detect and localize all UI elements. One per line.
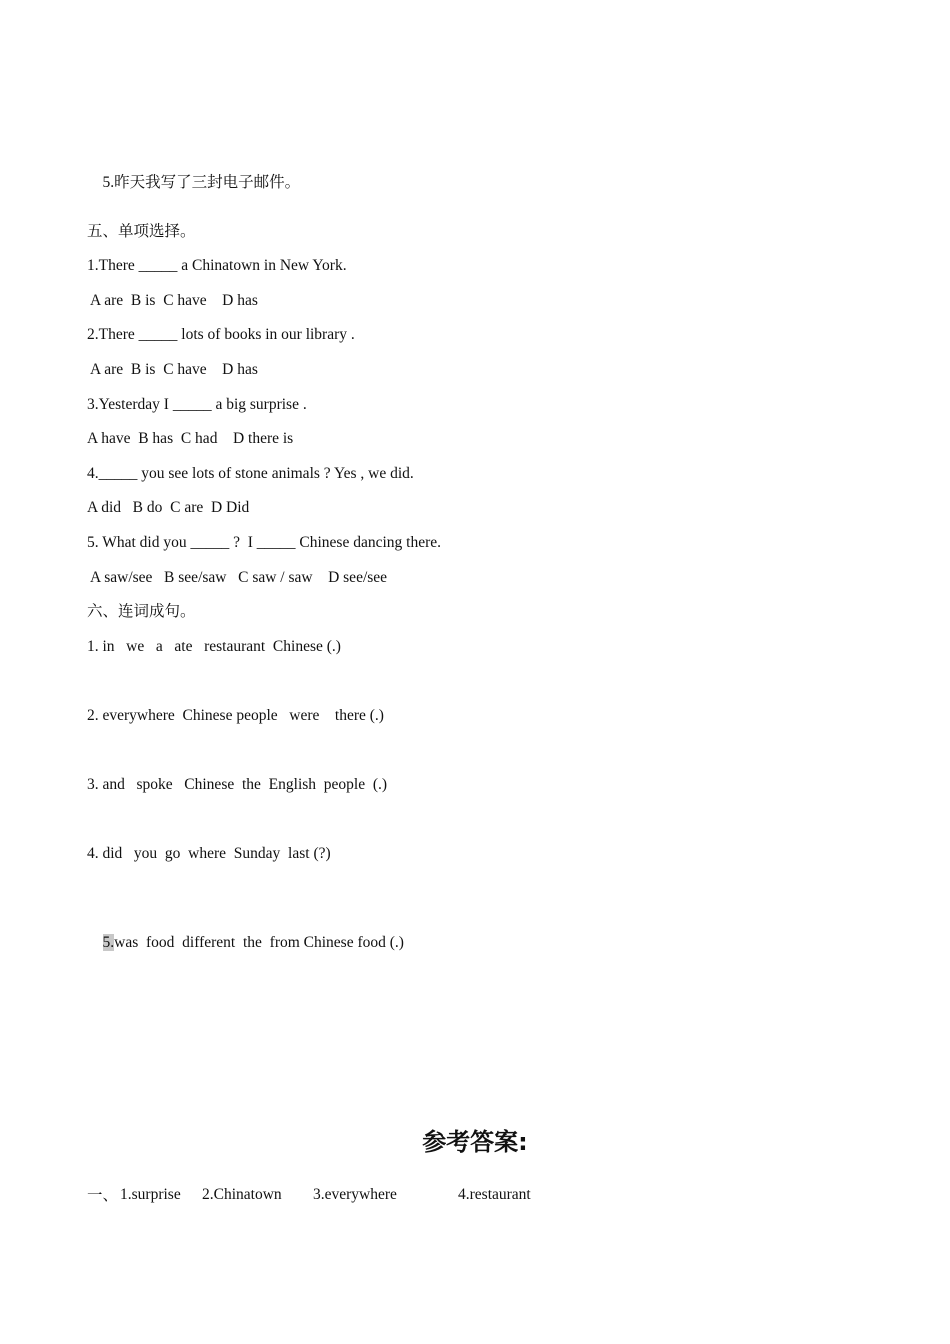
mc-question-5: 5. What did you _____ ? I _____ Chinese dancing there.	[87, 534, 441, 551]
item-number: 5.	[102, 174, 115, 191]
mc-question-2: 2.There _____ lots of books in our library .	[87, 326, 355, 343]
answer-4: 4.restaurant	[458, 1186, 531, 1203]
mc-question-1: 1.There _____ a Chinatown in New York.	[87, 257, 347, 274]
translation-item-5	[87, 152, 300, 213]
mc-question-3: 3.Yesterday I _____ a big surprise .	[87, 396, 307, 413]
word-order-item-2: 2. everywhere Chinese people were there (.)	[87, 707, 384, 724]
item-text: was food different the from Chinese food (.)	[114, 934, 404, 951]
mc-options-2: A are B is C have D has	[87, 361, 258, 378]
item-text: 昨天我写了三封电子邮件。	[114, 173, 301, 191]
answer-section-1-prefix: 一、	[87, 1186, 119, 1204]
item-number-highlight: 5.	[102, 934, 115, 951]
mc-options-5: A saw/see B see/saw C saw / saw D see/see	[87, 569, 388, 586]
mc-options-1: A are B is C have D has	[87, 292, 258, 309]
mc-question-4: 4._____ you see lots of stone animals ? Yes , we did.	[87, 465, 414, 482]
section-6-heading: 六、连词成句。	[87, 602, 196, 620]
answer-1: 1.surprise	[120, 1186, 181, 1203]
answer-3: 3.everywhere	[313, 1186, 397, 1203]
word-order-item-1: 1. in we a ate restaurant Chinese (.)	[87, 638, 341, 655]
mc-options-4: A did B do C are D Did	[87, 499, 250, 516]
section-5-heading: 五、单项选择。	[87, 222, 196, 240]
answer-key-title: 参考答案:	[422, 1128, 528, 1156]
word-order-item-3: 3. and spoke Chinese the English people (.)	[87, 776, 388, 793]
mc-options-3: A have B has C had D there is	[87, 430, 294, 447]
answer-2: 2.Chinatown	[202, 1186, 282, 1203]
word-order-item-5	[87, 913, 404, 973]
word-order-item-4: 4. did you go where Sunday last (?)	[87, 845, 331, 862]
